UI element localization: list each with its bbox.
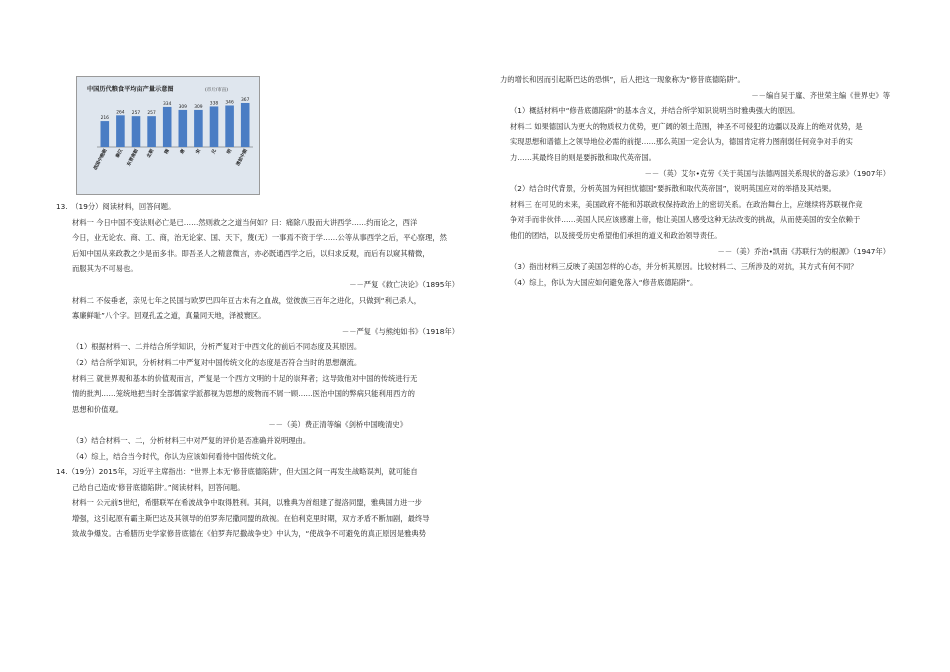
category-label: 唐 [179, 148, 187, 156]
q14-question-2: （2）结合时代背景，分析英国为何担忧德国“要拆散和取代英帝国”，说明英国应对的举措及其结果。 [510, 184, 836, 194]
bar-value-label: 367 [241, 97, 250, 103]
bar [132, 116, 141, 147]
q13-question-4: （4）综上，结合当今时代，你认为应该如何看待中国传统文化。 [72, 451, 281, 461]
category-label: 宋 [195, 148, 203, 156]
q14-material1-line: 增强，这引起原有霸主斯巴达及其领导的伯罗奔尼撒同盟的敌视。在伯利克里时期，双方矛盾不断加剧，最终导 [72, 513, 430, 523]
bar-value-label: 216 [100, 116, 109, 122]
q13-material1-source: －－严复《救亡决论》（1895年） [349, 279, 459, 289]
category-label: 隋 [164, 148, 171, 156]
q14-intro-line: 14.（19分）2015年，习近平主席指出：“世界上本无‘修昔底德陷阱’，但大国之间一再发生战略误判，就可能自 [56, 467, 418, 477]
bar-value-label: 257 [131, 111, 141, 117]
q13-material2-line: 材料二 不佞垂老，亲见七年之民国与欧罗巴四年亘古未有之血战，觉彼族三百年之进化，只做到“利己杀人， [72, 295, 422, 305]
category-label: 秦汉 [115, 148, 125, 160]
q14-material1-line: 致战争爆发。古希腊历史学家修昔底德在《伯罗奔尼撒战争史》中认为，“使战争不可避免的真正原因是雅典势 [72, 529, 427, 539]
bar-value-label: 264 [116, 110, 125, 116]
bar-value-label: 334 [163, 101, 172, 107]
category-label: 东晋南朝 [126, 148, 140, 168]
q14-material3-line: 争对手而非伙伴……美国人民应该感谢上帝，他让美国人感受这种无法改变的挑战，从而使美国的安全依赖于 [510, 215, 861, 225]
chart-title: 中国历代粮食平均亩产量示意图 [87, 86, 174, 93]
bar-value-label: 309 [194, 104, 203, 110]
q14-material1-line: 材料一 公元前5世纪，希腊联军在希波战争中取得胜利。其间，以雅典为首组建了提洛同盟，雅典国力进一步 [72, 498, 422, 508]
chart-unit: (市斤/市亩) [205, 88, 229, 93]
q13-material1-line: 材料一 今日中国不变法则必亡是已……然则救之之道当何如？曰：痛除八股而大讲西学……约而论之，西洋 [72, 217, 418, 227]
q13-material1-line: 后知中国从来政教之少是而多非。即吾圣人之精意微言，亦必既通西学之后，以归求反观，而后有以窥其精微， [72, 248, 430, 258]
category-label: 元 [211, 148, 218, 156]
q13-question-3: （3）结合材料一、二，分析材料三中对严复的评价是否准确并说明理由。 [72, 435, 311, 445]
bar [147, 116, 156, 147]
q13-material3-line: 材料三 就世界观和基本的价值观而言，严复是一个西方文明的十足的崇拜者；这导致他对中国的传统进行无 [72, 373, 418, 383]
q14-question-1: （1）概括材料中“修昔底德陷阱”的基本含义，并结合所学知识说明当时雅典强大的原因。 [510, 106, 800, 116]
bar [179, 110, 188, 147]
q13-material2-line: 寡廉鲜耻”八个字。回观孔孟之道，真量同天地，泽被寰区。 [72, 311, 266, 321]
bar [210, 106, 219, 147]
q13-material2-source: －－严复《与熊纯如书》（1918年） [341, 326, 459, 336]
q13-material3-source: －－（美）费正清等编《剑桥中国晚清史》 [268, 420, 407, 430]
bar [194, 110, 203, 147]
q14-material2-line: 实现思想和谱德上之领导地位必需的前提……那么英国一定会认为，德国肯定将力图削弱任何竞争对手的实 [510, 137, 853, 147]
q13-material3-line: 情的批判……笼统地把当时全部儒家学派都视为思想的废物而不屑一顾……医治中国的弊病只能利用西方的 [72, 389, 415, 399]
q14-question-4: （4）综上，你认为大国应如何避免落入“修昔底德陷阱”。 [510, 277, 698, 287]
q13-question-2: （2）结合所学知识，分析材料二中严复对中国传统文化的态度是否符合当时的思想潮流。 [72, 357, 362, 367]
bar-value-label: 257 [147, 111, 156, 117]
bar [241, 103, 250, 147]
category-label: 战国中晚期 [93, 148, 109, 172]
bar-value-label: 338 [209, 101, 219, 107]
category-label: 明 [226, 148, 234, 156]
q14-material2-source: －－（英）艾尔•克劳《关于英国与法德两国关系现状的备忘录》（1907年） [644, 168, 890, 178]
q14-material3-line: 材料三 在可见的未来，美国政府不能和苏联政权保持政治上的密切关系。在政治舞台上，应继续将苏联视作竞 [510, 199, 863, 209]
q14-material2-line: 材料二 如果德国认为更大的物质权力优势，更广阔的领土范围，神圣不可侵犯的边疆以及海上的绝对优势，是 [510, 121, 863, 131]
bar [225, 105, 234, 147]
category-label: 北朝 [146, 148, 156, 160]
bar [101, 121, 110, 147]
q13-intro: 13. （19分）阅读材料，回答问题。 [56, 202, 176, 211]
bar-value-label: 309 [178, 104, 187, 110]
q13-question-1: （1）根据材料一、二并结合所学知识，分析严复对于中西文化的前后不同态度及其原因。 [72, 342, 362, 352]
q14-material3-line: 他们的团结，以及接受历史希望他们承担的道义和政治领导责任。 [510, 230, 722, 240]
q14-question-3: （3）指出材料三反映了美国怎样的心态，并分析其原因。比较材料二、三所涉及的对抗，其方式有何不同？ [510, 262, 858, 272]
grain-yield-chart [76, 76, 260, 195]
q13-material1-line: 今日，业无论农、商、工、商，治无论家、国、天下，蔑(无）一事焉不资于学……公等从事西学之后，平心察理，然 [72, 233, 447, 243]
q14-material1-source: －－编自吴于廑、齐世荣主编《世界史》等 [751, 90, 890, 100]
q13-material1-line: 而服其为不可易也。 [72, 264, 138, 274]
q13-material3-line: 思想和价值观。 [72, 404, 124, 414]
category-label: 清前中期 [235, 148, 249, 168]
bar [116, 115, 125, 147]
q14-material3-source: －－（美）乔治•凯南《苏联行为的根源》（1947年） [717, 246, 890, 256]
bar-value-label: 346 [225, 100, 234, 106]
bar [163, 107, 172, 147]
q14-material2-line: 力……其最终目的则是要拆散和取代英帝国。 [510, 152, 656, 162]
grain-yield-chart-svg [77, 77, 259, 194]
q14-intro-line: 己给自己造成‘修昔底德陷阱’。”阅读材料，回答问题。 [72, 482, 245, 492]
q14-material1-continued: 力的增长和因而引起斯巴达的恐惧”，后人把这一现象称为“修昔底德陷阱”。 [500, 75, 745, 84]
